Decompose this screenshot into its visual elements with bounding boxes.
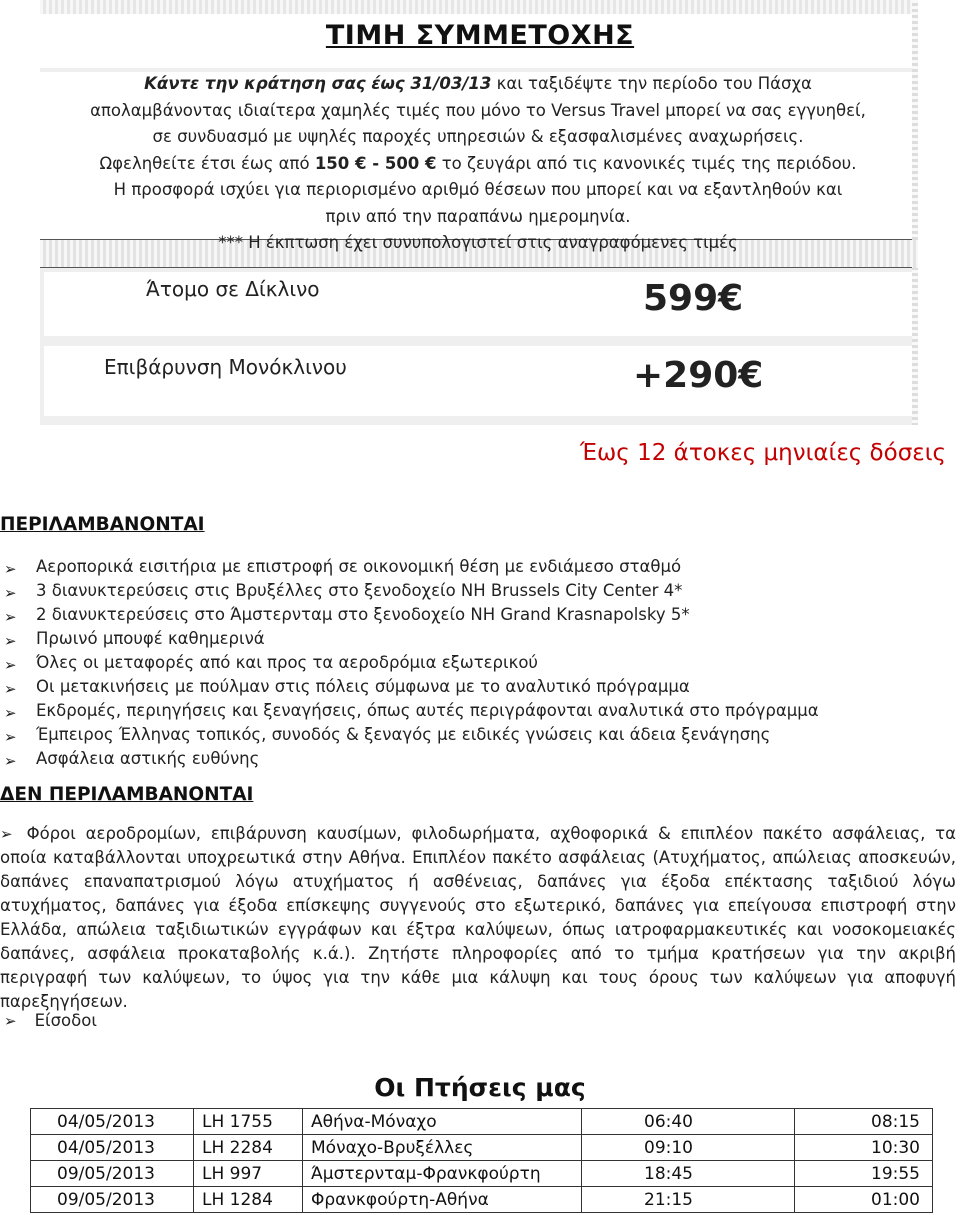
arrowhead-bullet-icon: ➢: [4, 704, 17, 722]
list-item-text: Όλες οι μεταφορές από και προς τα αεροδρόμια εξωτερικού: [36, 653, 538, 672]
departure-time: 18:45: [582, 1161, 795, 1187]
arrival-time: 08:15: [795, 1109, 933, 1135]
promo-line: απολαμβάνοντας ιδιαίτερα χαμηλές τιμές που μόνο το Versus Travel μπορεί να σας εγγυηθεί,: [90, 100, 866, 120]
list-item: [4, 555, 819, 579]
flight-number: LH 997: [194, 1161, 303, 1187]
arrowhead-bullet-icon: ➢: [4, 728, 17, 746]
page-title: ΤΙΜΗ ΣΥΜΜΕΤΟΧΗΣ: [325, 20, 635, 51]
double-room-price: 599€: [643, 278, 744, 319]
arrowhead-bullet-icon: ➢: [4, 1012, 17, 1030]
list-item: [4, 1011, 97, 1030]
promo-line: πριν από την παραπάνω ημερομηνία.: [325, 206, 631, 226]
arrival-time: 19:55: [795, 1161, 933, 1187]
single-supplement-price: +290€: [633, 355, 764, 396]
included-heading: ΠΕΡΙΛΑΜΒΑΝΟΝΤΑΙ: [0, 514, 205, 535]
arrowhead-bullet-icon: ➢: [4, 584, 17, 602]
arrowhead-bullet-icon: ➢: [4, 656, 17, 674]
single-supplement-label: Επιβάρυνση Μονόκλινου: [104, 355, 347, 379]
flight-number: LH 1284: [194, 1187, 303, 1213]
table-row: [31, 1161, 933, 1187]
list-item: [4, 675, 819, 699]
departure-time: 09:10: [582, 1135, 795, 1161]
promo-line: και ταξιδέψτε την περίοδο του Πάσχα: [491, 74, 812, 93]
promo-line: Ωφεληθείτε έτσι έως από: [99, 153, 315, 173]
flight-number: LH 2284: [194, 1135, 303, 1161]
list-item-text: Οι μετακινήσεις με πούλμαν στις πόλεις σύμφωνα με το αναλυτικό πρόγραμμα: [36, 677, 690, 696]
double-room-label: Άτομο σε Δίκλινο: [146, 277, 320, 301]
flights-table: [30, 1108, 933, 1213]
table-row: [31, 1187, 933, 1213]
flight-date: 04/05/2013: [31, 1135, 194, 1161]
flight-route: Μόναχο-Βρυξέλλες: [303, 1135, 582, 1161]
table-row: [31, 1109, 933, 1135]
arrowhead-bullet-icon: ➢: [4, 632, 17, 650]
arrowhead-bullet-icon: ➢: [0, 825, 13, 843]
list-item: [4, 723, 819, 747]
list-item-text: Έμπειρος Έλληνας τοπικός, συνοδός & ξεναγός με ειδικές γνώσεις και άδεια ξενάγησης: [36, 725, 771, 744]
box-border-right: [912, 0, 918, 425]
promo-text: [48, 71, 908, 257]
excluded-paragraph: [0, 822, 956, 1014]
promo-deadline: Κάντε την κράτηση σας έως 31/03/13: [144, 74, 492, 93]
list-item: [4, 651, 819, 675]
list-item: [4, 579, 819, 603]
list-item-text: 2 διανυκτερεύσεις στο Άμστερνταμ στο ξενοδοχείο NH Grand Krasnapolsky 5*: [36, 605, 690, 624]
flight-route: Φρανκφούρτη-Αθήνα: [303, 1187, 582, 1213]
list-item-text: Εκδρομές, περιηγήσεις και ξεναγήσεις, όπως αυτές περιγράφονται αναλυτικά στο πρόγραμμα: [36, 701, 819, 720]
arrowhead-bullet-icon: ➢: [4, 608, 17, 626]
arrowhead-bullet-icon: ➢: [4, 680, 17, 698]
list-item: [4, 747, 819, 771]
departure-time: 06:40: [582, 1109, 795, 1135]
list-item: [4, 627, 819, 651]
arrival-time: 01:00: [795, 1187, 933, 1213]
included-list: [4, 555, 819, 771]
flight-date: 09/05/2013: [31, 1187, 194, 1213]
list-item-text: Ασφάλεια αστικής ευθύνης: [36, 749, 260, 768]
flight-date: 04/05/2013: [31, 1109, 194, 1135]
box-border-top: [40, 0, 918, 14]
arrival-time: 10:30: [795, 1135, 933, 1161]
excluded-text: Φόροι αεροδρομίων, επιβάρυνση καυσίμων, φιλοδωρήματα, αχθοφορικά & επιπλέον πακέτο ασφάλειας, τα οποία καταβάλλονται υποχρεωτικά στην Αθήνα. Επιπλέον πακέτο ασφάλειας (Ατυχήματος, απώλειας αποσκευών, δαπάνες επαναπατρισμού λόγω ατυχήματος ή ασθένειας, δαπάνες για έξοδα επέκτασης ταξιδιού λόγω ατυχήματος, δαπάνες για έξοδα επίσκεψης συγγενούς στο εξωτερικό, δαπάνες για επείγουσα επιστροφή στην Ελλάδα, απώλεια ταξιδιωτικών εγγράφων και έξτρα καλύψεων, όπως ιατροφαρμακευτικές και νοσοκομειακές δαπάνες, ασφάλεια προκαταβολής κ.ά.). Ζητήστε πληροφορίες από το τμήμα κρατήσεων για την ακριβή περιγραφή των καλύψεων, το ύψος για την κάθε μια κάλυψη και τους όρους των καλύψεων για αποφυγή παρεξηγήσεων.: [0, 824, 956, 1011]
list-item-text: Αεροπορικά εισιτήρια με επιστροφή σε οικονομική θέση με ενδιάμεσο σταθμό: [36, 557, 682, 576]
list-item: [4, 699, 819, 723]
flight-route: Άμστερνταμ-Φρανκφούρτη: [303, 1161, 582, 1187]
promo-note: *** Η έκπτωση έχει συνυπολογιστεί στις αναγραφόμενες τιμές: [218, 233, 738, 252]
promo-line: το ζευγάρι από τις κανονικές τιμές της περιόδου.: [436, 153, 857, 173]
arrowhead-bullet-icon: ➢: [4, 752, 17, 770]
table-row: [31, 1135, 933, 1161]
departure-time: 21:15: [582, 1187, 795, 1213]
list-item-text: 3 διανυκτερεύσεις στις Βρυξέλλες στο ξενοδοχείο NH Brussels City Center 4*: [36, 581, 683, 600]
flight-route: Αθήνα-Μόναχο: [303, 1109, 582, 1135]
promo-discount: 150 € - 500 €: [314, 153, 437, 173]
promo-line: Η προσφορά ισχύει για περιορισμένο αριθμό θέσεων που μπορεί και να εξαντληθούν και: [113, 180, 843, 199]
flights-title: Οι Πτήσεις μας: [374, 1073, 586, 1102]
arrowhead-bullet-icon: ➢: [4, 560, 17, 578]
divider-line: [40, 267, 912, 268]
flight-number: LH 1755: [194, 1109, 303, 1135]
installments-note: Έως 12 άτοκες μηνιαίες δόσεις: [579, 440, 946, 466]
promo-line: σε συνδυασμό με υψηλές παροχές υπηρεσιών & εξασφαλισμένες αναχωρήσεις.: [152, 127, 804, 146]
list-item-text: Πρωινό μπουφέ καθημερινά: [36, 629, 265, 648]
list-item-text: Είσοδοι: [34, 1011, 97, 1030]
excluded-heading: ΔΕΝ ΠΕΡΙΛΑΜΒΑΝΟΝΤΑΙ: [0, 784, 254, 805]
flight-date: 09/05/2013: [31, 1161, 194, 1187]
list-item: [4, 603, 819, 627]
